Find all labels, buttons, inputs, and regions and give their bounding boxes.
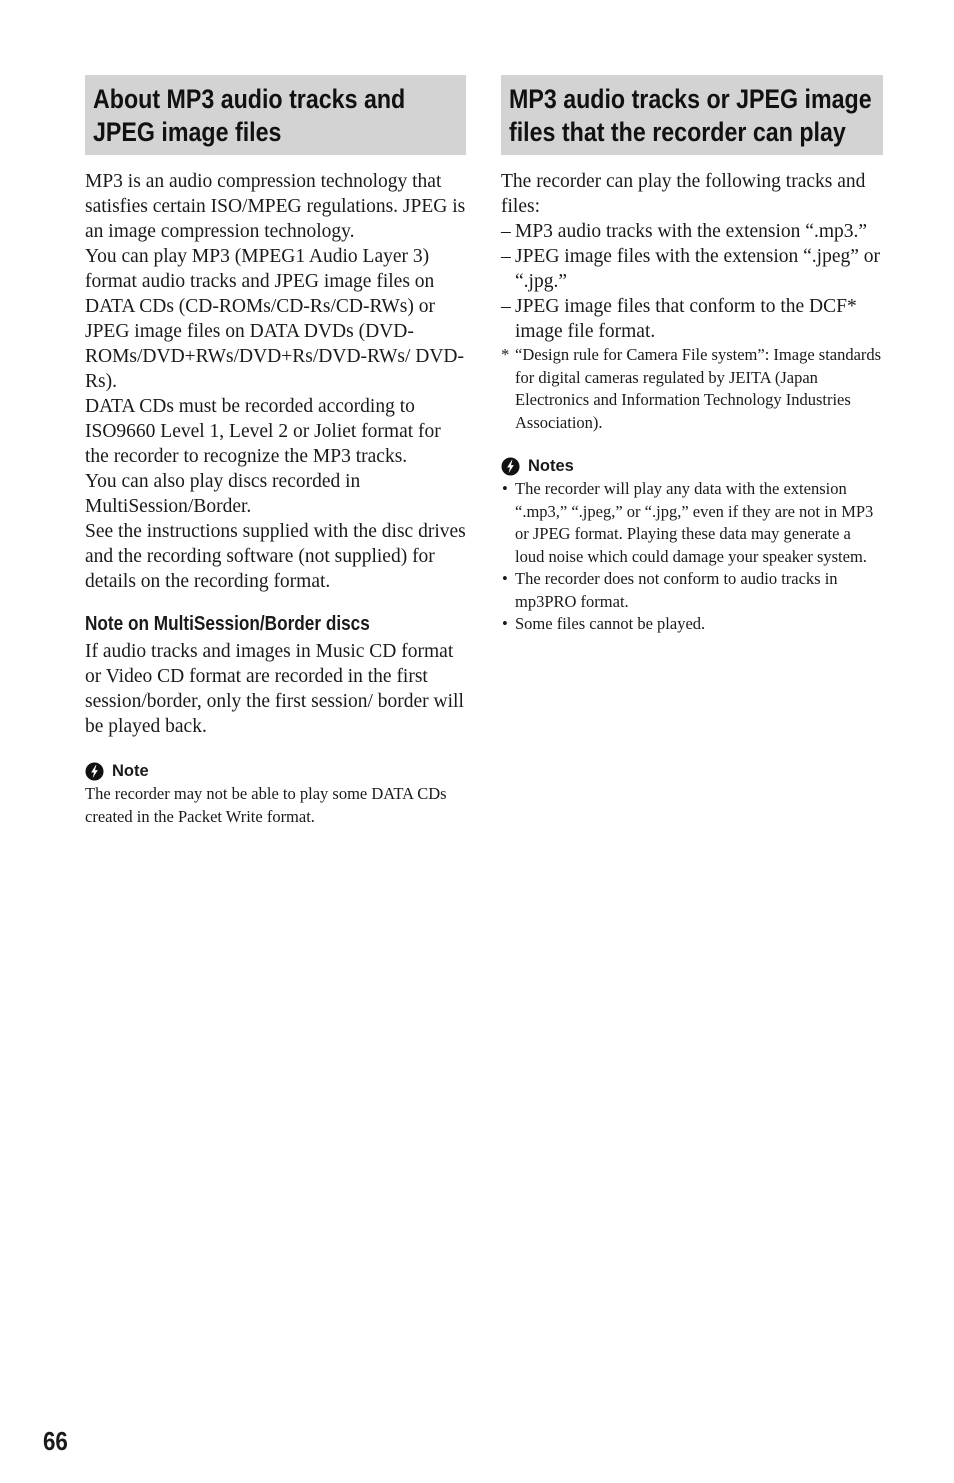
footnote: * “Design rule for Camera File system”: Image standards for digital cameras regulated by JEITA (Japan Electronics and Information Technology Industries Association). bbox=[501, 344, 883, 434]
notes-label: Notes bbox=[528, 457, 574, 475]
paragraph: MP3 is an audio compression technology that satisfies certain ISO/MPEG regulations. JPEG is an image compression technology. bbox=[85, 171, 466, 242]
section-heading: About MP3 audio tracks and JPEG image files bbox=[93, 84, 406, 147]
left-column bbox=[85, 75, 466, 828]
caution-icon bbox=[85, 762, 104, 781]
note-label: Note bbox=[112, 762, 149, 780]
intro-paragraph: The recorder can play the following tracks and files: bbox=[501, 171, 866, 217]
page-number: 66 bbox=[43, 1426, 68, 1456]
section-heading-box bbox=[85, 75, 466, 155]
list-item: • The recorder does not conform to audio tracks in mp3PRO format. bbox=[501, 568, 883, 613]
list-item: • The recorder will play any data with the extension “.mp3,” “.jpeg,” or “.jpg,” even if they are not in MP3 or JPEG format. Playing these data may generate a loud noise which could damage your speaker system. bbox=[501, 478, 883, 568]
footnote-list bbox=[501, 344, 883, 434]
section-heading-box bbox=[501, 75, 883, 155]
note-text: The recorder may not be able to play some DATA CDs created in the Packet Write format. bbox=[85, 784, 447, 826]
caution-icon bbox=[501, 457, 520, 476]
notes-list bbox=[501, 478, 883, 636]
list-item: • Some files cannot be played. bbox=[501, 613, 883, 636]
section-body bbox=[85, 169, 466, 594]
right-column bbox=[501, 75, 883, 636]
list-item: – JPEG image files with the extension “.jpeg” or “.jpg.” bbox=[501, 244, 883, 294]
paragraph: See the instructions supplied with the disc drives and the recording software (not supplied) for details on the recording format. bbox=[85, 521, 466, 592]
subheading-paragraph: If audio tracks and images in Music CD format or Video CD format are recorded in the first session/border, only the first session/ border will be played back. bbox=[85, 641, 464, 737]
subheading: Note on MultiSession/Border discs bbox=[85, 613, 370, 635]
paragraph: You can also play discs recorded in MultiSession/Border. bbox=[85, 471, 361, 517]
notes-header bbox=[501, 456, 883, 476]
note-header bbox=[85, 761, 466, 781]
supported-file-list bbox=[501, 219, 883, 344]
list-item: – JPEG image files that conform to the DCF* image file format. bbox=[501, 294, 883, 344]
paragraph: DATA CDs must be recorded according to ISO9660 Level 1, Level 2 or Joliet format for the recorder to recognize the MP3 tracks. bbox=[85, 396, 441, 467]
list-item: – MP3 audio tracks with the extension “.mp3.” bbox=[501, 219, 883, 244]
section-heading: MP3 audio tracks or JPEG image files that the recorder can play bbox=[509, 84, 872, 147]
paragraph: You can play MP3 (MPEG1 Audio Layer 3) format audio tracks and JPEG image files on DATA CDs (CD-ROMs/CD-Rs/CD-RWs) or JPEG image files on DATA DVDs (DVD-ROMs/DVD+RWs/DVD+Rs/DVD-RWs/ DVD-Rs). bbox=[85, 246, 464, 392]
